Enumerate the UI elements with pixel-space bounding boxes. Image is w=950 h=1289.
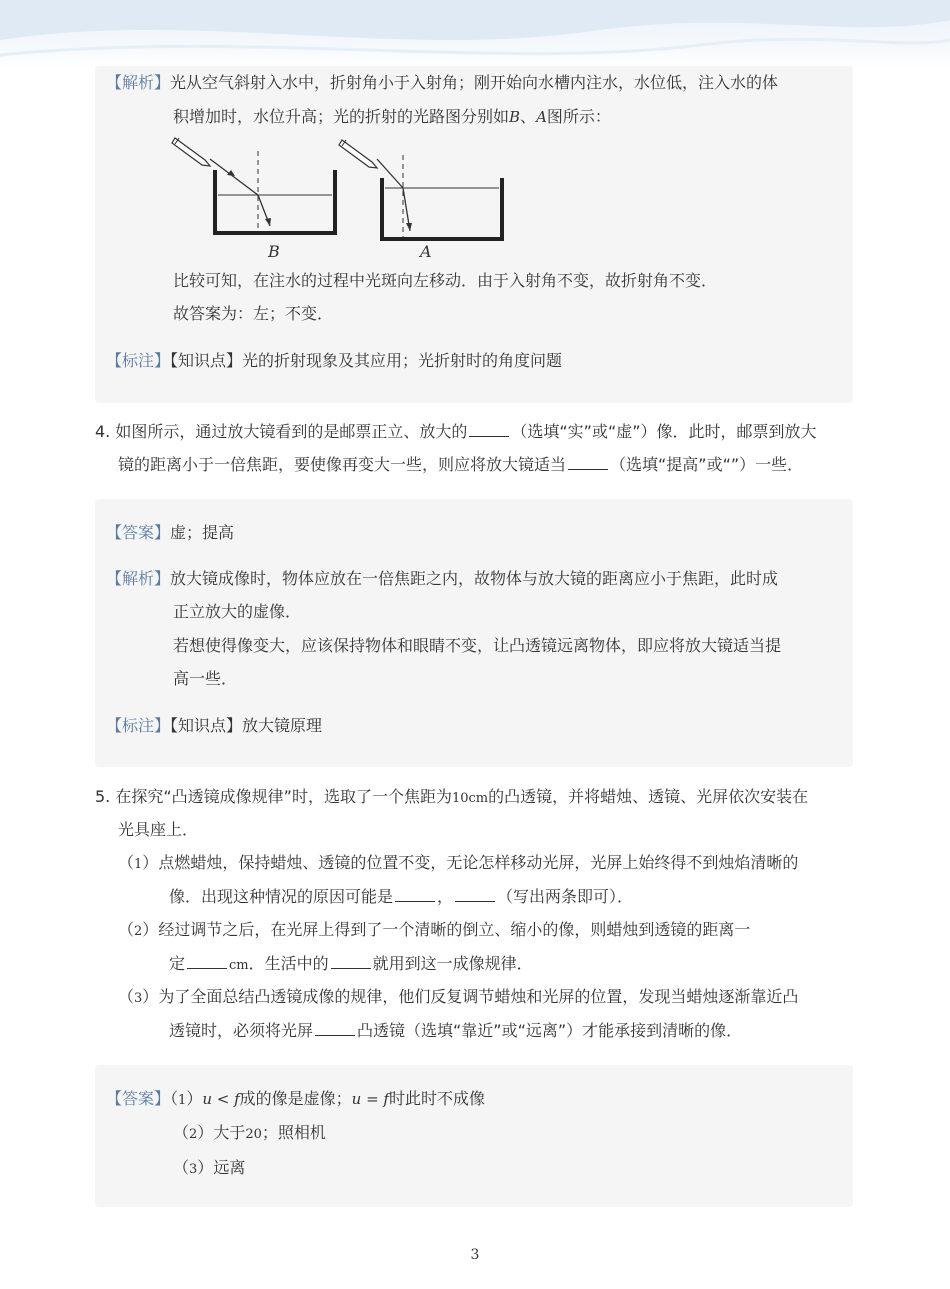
- q3-analysis-line-1: 【解析】光从空气斜射入水中，折射角小于入射角；刚开始向水槽内注水，水位低，注入水的体: [106, 73, 779, 92]
- pencil-icon: [172, 138, 210, 166]
- q4-stem-line-1: 4. 如图所示，通过放大镜看到的是邮票正立、放大的 （选填“实”或“虚”）像．此时，邮票到放大: [95, 422, 817, 441]
- q5-part-1-line-1: （1）点燃蜡烛，保持蜡烛、透镜的位置不变，无论怎样移动光屏，光屏上始终得不到烛焰清晰的: [118, 853, 799, 872]
- q3-conclusion: 比较可知，在注水的过程中光斑向左移动．由于入射角不变，故折射角不变．: [173, 271, 718, 290]
- q5-answer-1: 【答案】（1）u < f成的像是虚像；u = f时此时不成像: [106, 1089, 486, 1108]
- container-a: [377, 155, 502, 239]
- q5-part-3-line-1: （3）为了全面总结凸透镜成像的规律，他们反复调节蜡烛和光屏的位置，发现当蜡烛逐渐靠近凸: [118, 987, 799, 1006]
- q4-analysis-line-1: 【解析】放大镜成像时，物体应放在一倍焦距之内，故物体与放大镜的距离应小于焦距，此时成: [106, 569, 779, 588]
- pencil-icon: [339, 140, 377, 168]
- q4-analysis-line-2: 正立放大的虚像．: [173, 602, 302, 621]
- q5-part-2-line-2: 定 cm．生活中的 就用到这一成像规律．: [169, 954, 533, 973]
- answer-blank: [331, 954, 371, 969]
- q4-analysis-line-4: 高一些．: [173, 669, 238, 688]
- q5-part-1-line-2: 像．出现这种情况的原因可能是 ， （写出两条即可）．: [169, 887, 634, 906]
- fig-label-a: A: [420, 242, 432, 261]
- note-tag: 【标注】: [106, 716, 171, 735]
- answer-tag: 【答案】: [106, 1089, 171, 1108]
- answer-blank: [568, 455, 608, 470]
- q5-stem-line-1: 5. 在探究“凸透镜成像规律”时，选取了一个焦距为10cm的凸透镜，并将蜡烛、透镜、光屏依次安装在: [95, 787, 809, 806]
- answer-blank: [395, 887, 435, 902]
- q4-note: 【标注】【知识点】放大镜原理: [106, 716, 323, 735]
- q4-stem-line-2: 镜的距离小于一倍焦距，要使像再变大一些，则应将放大镜适当 （选填“提高”或“”）一些．: [118, 455, 804, 474]
- answer-blank: [315, 1021, 355, 1036]
- wave-decoration: [0, 0, 950, 70]
- q3-note: 【标注】【知识点】光的折射现象及其应用；光折射时的角度问题: [106, 351, 563, 370]
- q5-answer-3: （3）远离: [173, 1158, 246, 1177]
- q4-analysis-line-3: 若想使得像变大，应该保持物体和眼睛不变，让凸透镜远离物体，即应将放大镜适当提: [173, 636, 782, 655]
- answer-blank: [187, 954, 227, 969]
- q5-part-2-line-1: （2）经过调节之后，在光屏上得到了一个清晰的倒立、缩小的像，则蜡烛到透镜的距离一: [118, 920, 751, 939]
- question-number: 4.: [95, 422, 111, 441]
- q5-stem-line-2: 光具座上．: [118, 820, 199, 839]
- container-b: [210, 151, 335, 233]
- answer-tag: 【答案】: [106, 523, 171, 542]
- q3-analysis-line-2: 积增加时，水位升高；光的折射的光路图分别如B、A图所示：: [173, 107, 611, 126]
- analysis-tag: 【解析】: [106, 569, 171, 588]
- q5-answer-2: （2）大于20；照相机: [173, 1123, 326, 1142]
- q4-answer: 【答案】虚；提高: [106, 523, 235, 542]
- q5-part-3-line-2: 透镜时，必须将光屏 凸透镜（选填“靠近”或“远离”）才能承接到清晰的像．: [169, 1021, 743, 1040]
- fig-label-b: B: [268, 242, 280, 261]
- q3-answer-line: 故答案为：左；不变．: [173, 304, 334, 323]
- header-decoration: [0, 0, 950, 70]
- note-tag: 【标注】: [106, 351, 171, 370]
- refraction-diagram: [170, 133, 515, 263]
- page-number: 3: [470, 1247, 480, 1263]
- analysis-tag: 【解析】: [106, 73, 171, 92]
- answer-blank: [469, 422, 509, 437]
- answer-blank: [455, 887, 495, 902]
- question-number: 5.: [95, 787, 111, 806]
